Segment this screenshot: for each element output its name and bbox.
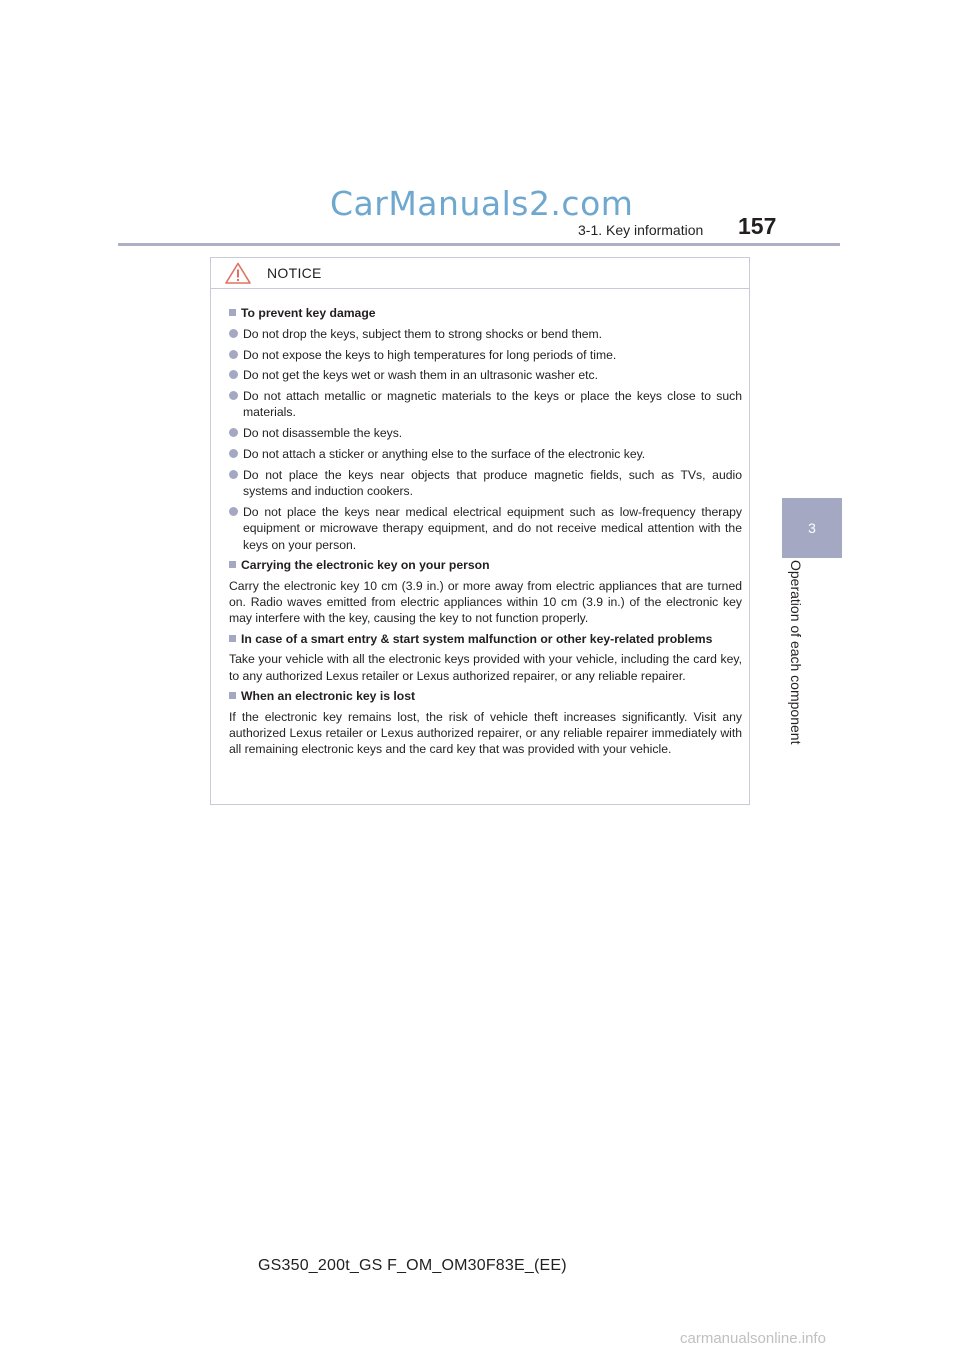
watermark-bottom: carmanualsonline.info bbox=[680, 1330, 826, 1347]
square-bullet-icon bbox=[229, 309, 236, 316]
heading-text: When an electronic key is lost bbox=[241, 688, 416, 703]
circle-bullet-icon bbox=[229, 370, 238, 379]
chapter-side-label: Operation of each component bbox=[788, 560, 804, 745]
bullet-text: Do not attach metallic or magnetic materials to the keys or place the keys close to such materials. bbox=[243, 389, 742, 420]
notice-bullet bbox=[229, 446, 742, 462]
heading-text: To prevent key damage bbox=[241, 306, 376, 320]
warning-triangle-icon bbox=[225, 262, 251, 284]
square-bullet-icon bbox=[229, 635, 236, 642]
bullet-text: Do not place the keys near medical electrical equipment such as low-frequency therapy equipment or microwave therapy equipment, and do not receive medical attention with the keys on your person. bbox=[243, 504, 742, 552]
notice-body bbox=[211, 289, 749, 758]
notice-section-heading bbox=[229, 631, 742, 647]
bullet-text: Do not disassemble the keys. bbox=[243, 426, 403, 441]
circle-bullet-icon bbox=[229, 329, 238, 338]
circle-bullet-icon bbox=[229, 350, 238, 359]
notice-box bbox=[210, 257, 750, 805]
circle-bullet-icon bbox=[229, 470, 238, 479]
notice-bullet bbox=[229, 347, 742, 363]
notice-title: NOTICE bbox=[267, 265, 322, 281]
square-bullet-icon bbox=[229, 692, 236, 699]
notice-paragraph: If the electronic key remains lost, the risk of vehicle theft increases significantly. Visit any authorized Lexus retailer or Lexus authorized repairer, or any reliable repairer immediately with all remaining electronic keys and the card key that was provided with your vehicle. bbox=[229, 709, 742, 757]
bullet-text: Do not expose the keys to high temperatures for long periods of time. bbox=[243, 347, 617, 362]
heading-text: In case of a smart entry & start system malfunction or other key-related problems bbox=[241, 631, 713, 646]
circle-bullet-icon bbox=[229, 507, 238, 516]
section-title: 3-1. Key information bbox=[578, 222, 704, 238]
circle-bullet-icon bbox=[229, 449, 238, 458]
notice-bullet bbox=[229, 504, 742, 553]
chapter-tab: 3 bbox=[782, 498, 842, 558]
notice-section-heading bbox=[229, 688, 742, 704]
notice-bullet bbox=[229, 388, 742, 421]
header-rule bbox=[118, 243, 840, 246]
circle-bullet-icon bbox=[229, 391, 238, 400]
bullet-text: Do not place the keys near objects that produce magnetic fields, such as TVs, audio systems and induction cookers. bbox=[243, 467, 742, 499]
bullet-text: Do not attach a sticker or anything else to the surface of the electronic key. bbox=[243, 447, 646, 462]
square-bullet-icon bbox=[229, 561, 236, 568]
notice-bullet bbox=[229, 467, 742, 500]
bullet-text: Do not drop the keys, subject them to strong shocks or bend them. bbox=[243, 326, 603, 341]
notice-section-heading bbox=[229, 305, 742, 321]
notice-bullet bbox=[229, 326, 742, 342]
notice-paragraph: Carry the electronic key 10 cm (3.9 in.) or more away from electric appliances that are turned on. Radio waves emitted from electric appliances within 10 cm (3.9 in.) of the electronic key may interfere with the key, causing the key to not function properly. bbox=[229, 578, 742, 626]
notice-paragraph: Take your vehicle with all the electronic keys provided with your vehicle, including the card key, to any authorized Lexus retailer or Lexus authorized repairer, or any reliable repairer. bbox=[229, 652, 742, 683]
heading-text: Carrying the electronic key on your person bbox=[241, 557, 490, 572]
watermark-logo: CarManuals2.com bbox=[330, 184, 634, 223]
notice-bullet bbox=[229, 367, 742, 383]
notice-bullet bbox=[229, 425, 742, 441]
bullet-text: Do not get the keys wet or wash them in an ultrasonic washer etc. bbox=[243, 368, 598, 383]
notice-section-heading bbox=[229, 557, 742, 573]
footer-document-code: GS350_200t_GS F_OM_OM30F83E_(EE) bbox=[258, 1257, 567, 1274]
circle-bullet-icon bbox=[229, 428, 238, 437]
page-number: 157 bbox=[738, 213, 777, 239]
notice-header bbox=[211, 258, 749, 289]
